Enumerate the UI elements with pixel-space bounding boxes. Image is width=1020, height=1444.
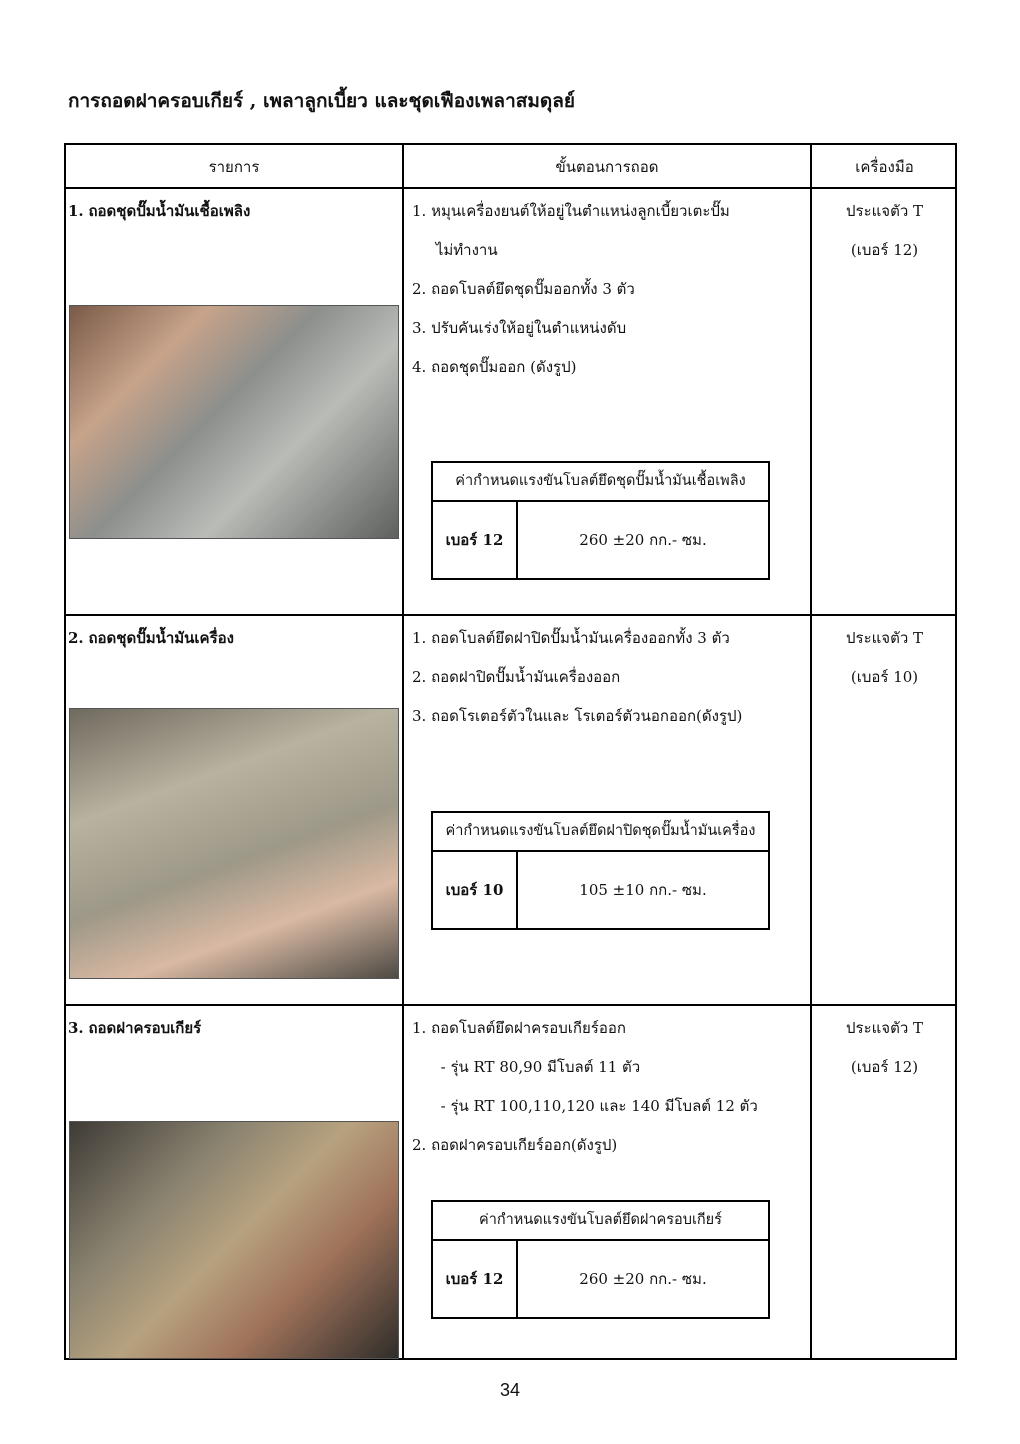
torque-spec-value: 105 ±10 กก.- ซม.: [579, 881, 707, 899]
torque-spec-size: เบอร์ 10: [433, 852, 518, 928]
step: 2. ถอดฝาปิดปั๊มน้ำมันเครื่องออก: [412, 668, 621, 686]
torque-spec-value: 260 ±20 กก.- ซม.: [579, 1270, 707, 1288]
tool-size: (เบอร์ 12): [850, 1058, 919, 1076]
item-title: 3. ถอดฝาครอบเกียร์: [68, 1019, 202, 1037]
torque-spec-size: เบอร์ 12: [433, 1241, 518, 1317]
tool-size: (เบอร์ 10): [850, 668, 919, 686]
step: 1. ถอดโบลต์ยึดฝาครอบเกียร์ออก: [412, 1019, 626, 1037]
torque-spec-table: [431, 461, 770, 580]
tool-name: ประแจตัว T: [845, 629, 924, 647]
torque-spec-title: ค่ากำหนดแรงขันโบลต์ยึดฝาครอบเกียร์: [433, 1202, 768, 1241]
row-divider: [66, 614, 955, 616]
torque-spec-size: เบอร์ 12: [433, 502, 518, 578]
item-title: 2. ถอดชุดปั๊มน้ำมันเครื่อง: [68, 629, 234, 647]
step: 4. ถอดชุดปั๊มออก (ดังรูป): [412, 358, 577, 376]
row-divider: [66, 187, 955, 189]
column-divider: [402, 145, 404, 1358]
step: 1. หมุนเครื่องยนต์ให้อยู่ในตำแหน่งลูกเบี้ยวเตะปั๊ม: [412, 202, 730, 220]
row-divider: [66, 1004, 955, 1006]
header-steps: ขั้นตอนการถอด: [555, 158, 659, 176]
page-title: การถอดฝาครอบเกียร์ , เพลาลูกเบี้ยว และชุดเฟืองเพลาสมดุลย์: [68, 90, 575, 112]
oil-pump-removal-photo: [69, 708, 399, 979]
torque-spec-table: [431, 811, 770, 930]
step: - รุ่น RT 80,90 มีโบลต์ 11 ตัว: [412, 1058, 641, 1076]
procedure-table: [64, 143, 957, 1360]
torque-spec-table: [431, 1200, 770, 1319]
step: ไม่ทำงาน: [412, 241, 498, 259]
item-title: 1. ถอดชุดปั๊มน้ำมันเชื้อเพลิง: [68, 202, 251, 220]
column-divider: [810, 145, 812, 1358]
header-tools: เครื่องมือ: [855, 158, 914, 176]
torque-spec-title: ค่ากำหนดแรงขันโบลต์ยึดชุดปั๊มน้ำมันเชื้อเพลิง: [433, 463, 768, 502]
step: 1. ถอดโบลต์ยึดฝาปิดปั๊มน้ำมันเครื่องออกทั้ง 3 ตัว: [412, 629, 730, 647]
step: - รุ่น RT 100,110,120 และ 140 มีโบลต์ 12 ตัว: [412, 1097, 758, 1115]
tool-size: (เบอร์ 12): [850, 241, 919, 259]
step: 3. ถอดโรเตอร์ตัวในและ โรเตอร์ตัวนอกออก(ดังรูป): [412, 707, 743, 725]
gear-cover-removal-photo: [69, 1121, 399, 1359]
step: 3. ปรับคันเร่งให้อยู่ในตำแหน่งดับ: [412, 319, 627, 337]
step: 2. ถอดโบลต์ยึดชุดปั๊มออกทั้ง 3 ตัว: [412, 280, 635, 298]
torque-spec-value: 260 ±20 กก.- ซม.: [579, 531, 707, 549]
page-number: 34: [499, 1380, 521, 1400]
torque-spec-title: ค่ากำหนดแรงขันโบลต์ยึดฝาปิดชุดปั๊มน้ำมันเครื่อง: [433, 813, 768, 852]
tool-name: ประแจตัว T: [845, 1019, 924, 1037]
tool-name: ประแจตัว T: [845, 202, 924, 220]
header-item: รายการ: [208, 158, 260, 176]
step: 2. ถอดฝาครอบเกียร์ออก(ดังรูป): [412, 1136, 618, 1154]
fuel-pump-removal-photo: [69, 305, 399, 539]
